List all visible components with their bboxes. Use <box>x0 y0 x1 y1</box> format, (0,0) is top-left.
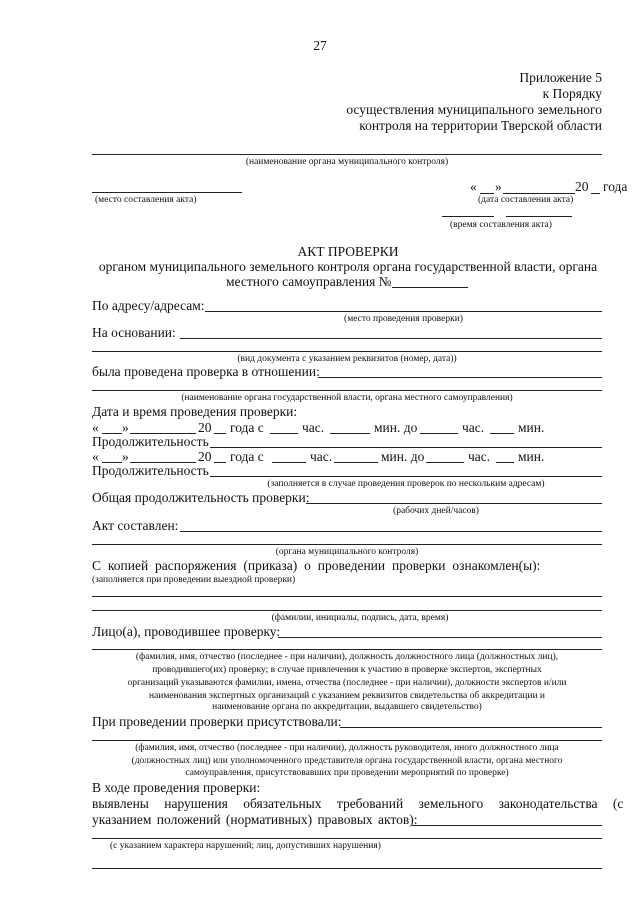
row1-hour2: час. <box>462 420 485 435</box>
row1-quote-open: « <box>92 420 99 435</box>
row1-quote-close: » <box>122 420 129 435</box>
act-subtitle-2: местного самоуправления № <box>226 274 392 289</box>
row1-min2-line[interactable] <box>490 433 514 434</box>
datetime-label: Дата и время проведения проверки: <box>92 404 298 419</box>
basis-line[interactable] <box>180 338 602 339</box>
act-by-line-2[interactable] <box>92 544 602 545</box>
row1-hour-line[interactable] <box>270 433 298 434</box>
basis-line-2[interactable] <box>92 351 602 352</box>
basis-caption: (вид документа с указанием реквизитов (номер, дата)) <box>237 354 457 364</box>
appendix-line-4: контроля на территории Тверской области <box>359 118 602 133</box>
row2-min2-line[interactable] <box>496 462 514 463</box>
present-caption-1: (фамилия, имя, отчество (последнее - при наличии), должность руководителя, иного должностного лица <box>135 743 559 753</box>
place-line[interactable] <box>92 192 242 193</box>
row1-hour2-line[interactable] <box>420 433 458 434</box>
act-by-line[interactable] <box>180 531 602 532</box>
inspector-caption-5: наименование органа по аккредитации, выдавшего свидетельство) <box>212 702 482 712</box>
work-days-caption: (рабочих дней/часов) <box>393 506 479 516</box>
copy-line-2[interactable] <box>92 610 602 611</box>
duration-label-2: Продолжительность <box>92 463 209 478</box>
row2-year: 20 <box>198 449 212 464</box>
place-caption: (место составления акта) <box>95 195 197 205</box>
org-name-line[interactable] <box>92 154 602 155</box>
date-quote-close: » <box>495 179 502 194</box>
row2-quote-close: » <box>122 449 129 464</box>
row2-hour2-line[interactable] <box>426 462 464 463</box>
row2-min-line[interactable] <box>334 462 378 463</box>
during-label: В ходе проведения проверки: <box>92 780 261 795</box>
violations-line-2: указанием положений (нормативных) правовых актов): <box>92 812 418 827</box>
date-day-line[interactable] <box>480 193 494 194</box>
act-subtitle-1: органом муниципального земельного контроля органа государственной власти, органа <box>98 259 598 274</box>
present-caption-3: самоуправления, присутствовавших при проведении мероприятий по проверке) <box>185 768 509 778</box>
conducted-label: была проведена проверка в отношении: <box>92 364 320 379</box>
row2-quote-open: « <box>92 449 99 464</box>
control-org-caption: (органа муниципального контроля) <box>275 547 419 557</box>
appendix-line-1: Приложение 5 <box>519 70 602 85</box>
violations-line[interactable] <box>412 825 602 826</box>
address-line[interactable] <box>205 311 602 312</box>
date-quote-open: « <box>470 179 477 194</box>
row1-yy-line[interactable] <box>214 433 226 434</box>
org-name-caption: (наименование органа муниципального контроля) <box>245 157 449 167</box>
address-label: По адресу/адресам: <box>92 298 205 313</box>
copy-note: (заполняется при проведении выездной проверки) <box>92 575 296 585</box>
violations-line-2-blank[interactable] <box>92 838 602 839</box>
act-number-line[interactable] <box>392 287 468 288</box>
present-line-2[interactable] <box>92 740 602 741</box>
fio-sign-caption: (фамилии, инициалы, подпись, дата, время) <box>271 613 449 623</box>
row1-min-line[interactable] <box>330 433 370 434</box>
row1-min2: мин. <box>518 420 545 435</box>
inspector-caption-3: организаций указываются фамилии, имена, отчества (последнее - при наличии), должности экспертов и/или <box>127 678 567 688</box>
address-caption: (место проведения проверки) <box>344 314 463 324</box>
appendix-line-3: осуществления муниципального земельного <box>346 102 602 117</box>
inspector-caption-2: проводившего(их) проверку; в случае привлечения к участию в проверке экспертов, экспертных <box>152 665 542 675</box>
date-caption: (дата составления акта) <box>478 195 574 205</box>
time-hours-line[interactable] <box>442 216 494 217</box>
present-line[interactable] <box>340 727 602 728</box>
page-number: 27 <box>313 38 327 53</box>
basis-label: На основании: <box>92 325 176 340</box>
row2-yy-line[interactable] <box>214 462 226 463</box>
act-title: АКТ ПРОВЕРКИ <box>297 244 399 259</box>
inspector-label: Лицо(а), проводившее проверку: <box>92 624 281 639</box>
inspector-line[interactable] <box>278 637 602 638</box>
inspector-caption-1: (фамилия, имя, отчество (последнее - при наличии), должность должностного лица (должностных лиц), <box>135 652 559 662</box>
conducted-line-2[interactable] <box>92 390 602 391</box>
row1-year: 20 <box>198 420 212 435</box>
duration-line-2[interactable] <box>210 476 602 477</box>
row2-min-to: мин. до <box>381 449 425 464</box>
copy-line-1[interactable] <box>92 596 602 597</box>
row2-hour-line[interactable] <box>272 462 306 463</box>
date-year-prefix: 20 <box>575 179 589 194</box>
row1-min-to: мин. до <box>374 420 418 435</box>
row2-hour2: час. <box>468 449 491 464</box>
total-duration-line[interactable] <box>306 503 602 504</box>
multi-address-caption: (заполняется в случае проведения проверок по нескольким адресам) <box>267 479 545 489</box>
violations-caption: (с указанием характера нарушений; лиц, допустивших нарушения) <box>110 841 381 851</box>
copy-label: С копией распоряжения (приказа) о проведении проверки ознакомлен(ы): <box>92 558 541 573</box>
total-duration-label: Общая продолжительность проверки: <box>92 490 310 505</box>
violations-line-3[interactable] <box>92 868 602 869</box>
row2-year-from: года с <box>230 449 264 464</box>
act-by-label: Акт составлен: <box>92 518 179 533</box>
row1-year-from: года с <box>230 420 264 435</box>
authority-caption: (наименование органа государственной власти, органа местного самоуправления) <box>181 393 513 403</box>
violations-line-1: выявлены нарушения обязательных требований земельного законодательства (с <box>92 796 624 811</box>
time-caption: (время составления акта) <box>450 220 552 230</box>
present-caption-2: (должностных лиц) или уполномоченного представителя органа государственной власти, органа местного <box>131 756 563 766</box>
duration-label-1: Продолжительность <box>92 434 209 449</box>
inspector-caption-4: наименования экспертных организаций с указанием реквизитов свидетельства об аккредитации и <box>148 691 545 701</box>
present-label: При проведении проверки присутствовали: <box>92 714 342 729</box>
conducted-line[interactable] <box>318 377 602 378</box>
row2-min2: мин. <box>518 449 545 464</box>
inspector-line-2[interactable] <box>92 649 602 650</box>
date-year-line[interactable] <box>591 193 600 194</box>
row1-hour: час. <box>302 420 325 435</box>
row2-hour: час. <box>310 449 333 464</box>
date-month-line[interactable] <box>503 193 575 194</box>
duration-line-1[interactable] <box>210 447 602 448</box>
time-minutes-line[interactable] <box>506 216 572 217</box>
appendix-line-2: к Порядку <box>542 86 602 101</box>
date-year-suffix: года <box>603 179 628 194</box>
